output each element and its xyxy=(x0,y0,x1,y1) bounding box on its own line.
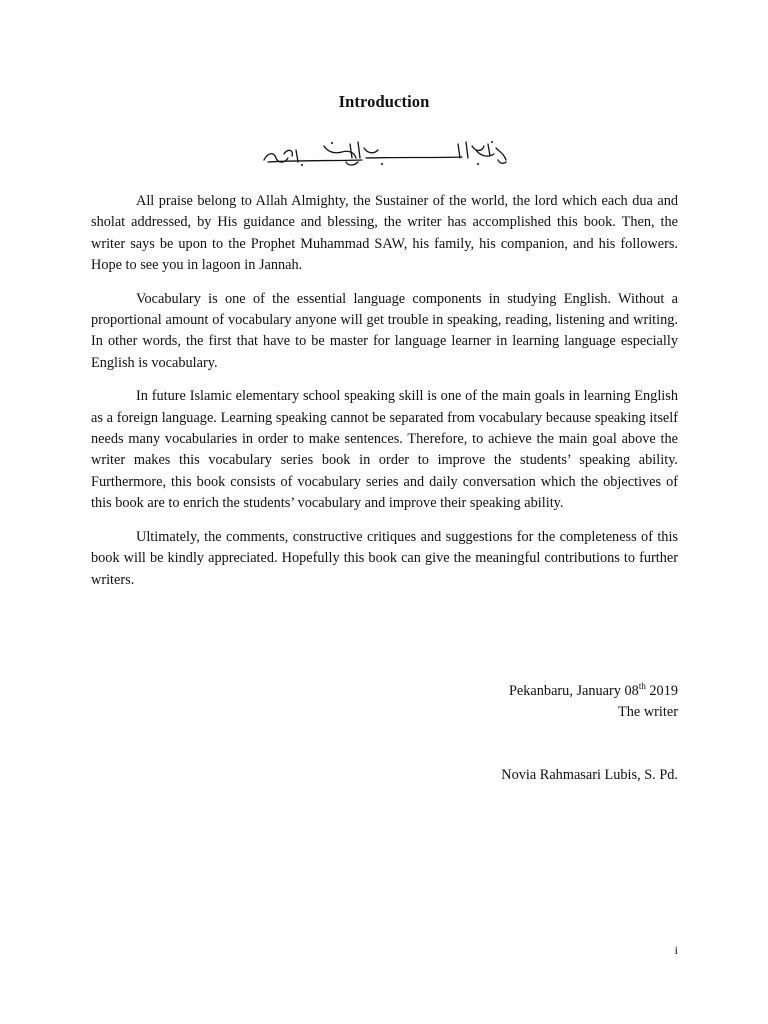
signer-name: Novia Rahmasari Lubis, S. Pd. xyxy=(501,767,678,783)
closing-block xyxy=(509,681,678,724)
paragraph: In future Islamic elementary school speaking skill is one of the main goals in learning English as a foreign language. Learning speaking cannot be separated from vocabulary because speaking itself needs many vocabularies in order to make sentences. Therefore, to achieve the main goal above the writer makes this vocabulary series book in order to improve the students’ speaking ability. Furthermore, this book consists of vocabulary series and daily conversation which the objectives of this book are to enrich the students’ vocabulary and improve their speaking ability. xyxy=(91,388,678,512)
paragraph: Vocabulary is one of the essential language components in studying English. Without a proportional amount of vocabulary anyone will get trouble in speaking, reading, listening and writing. In other words, the first that have to be master for language learner in learning language especially English is vocabulary. xyxy=(91,290,678,371)
page-title: Introduction xyxy=(338,92,430,111)
page-number: i xyxy=(674,943,678,957)
basmalah-calligraphy xyxy=(262,138,508,170)
writer-role: The writer xyxy=(618,704,678,721)
paragraph: All praise belong to Allah Almighty, the Sustainer of the world, the lord which each dua and sholat addressed, by His guidance and blessing, the writer has accomplished this book. Then, the writer says be upon to the Prophet Muhammad SAW, his family, his companion, and his followers. Hope to see you in lagoon in Jannah. xyxy=(91,193,678,274)
paragraph: Ultimately, the comments, constructive critiques and suggestions for the completeness of this book will be kindly appreciated. Hopefully this book can give the meaningful contributions to further writers. xyxy=(91,528,678,588)
introduction-body xyxy=(91,191,678,603)
place-date-prefix: Pekanbaru, January 08 xyxy=(508,683,639,699)
date-year: 2019 xyxy=(645,683,678,699)
date-ordinal-suffix: th xyxy=(638,681,646,692)
place-date xyxy=(509,681,678,702)
